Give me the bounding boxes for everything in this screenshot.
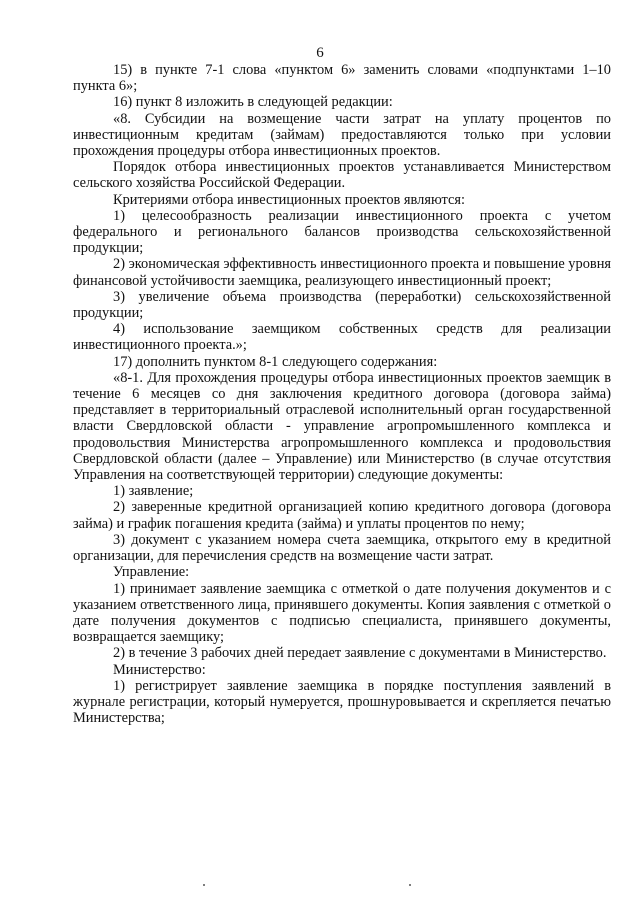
scan-speck [409, 884, 411, 886]
administration-item-1: 1) принимает заявление заемщика с отметкой о дате получения документов и с указанием ответственного лица, принявшего документы. Копия заявления с отметкой о дате получения документов с подписью специалиста, принявшего документы, возвращается заемщику; [73, 580, 611, 646]
documents-item-3: 3) документ с указанием номера счета заемщика, открытого ему в кредитной организации, для перечисления средств на возмещение части затрат. [73, 531, 611, 565]
ministry-heading: Министерство: [113, 661, 206, 678]
administration-item-2: 2) в течение 3 рабочих дней передает заявление с документами в Министерство. [113, 645, 607, 662]
documents-item-1: 1) заявление; [113, 483, 194, 500]
document-body [73, 62, 611, 726]
ministry-item-1: 1) регистрирует заявление заемщика в порядке поступления заявлений в журнале регистрации, который нумеруется, прошнуровывается и скрепляется печатью Министерства; [73, 677, 611, 727]
paragraph-16: 16) пункт 8 изложить в следующей редакции: [113, 94, 393, 111]
criteria-item-2: 2) экономическая эффективность инвестиционного проекта и повышение уровня финансовой устойчивости заемщика, реализующего инвестиционный проект; [73, 256, 612, 289]
paragraph-8-subsidies: «8. Субсидии на возмещение части затрат на уплату процентов по инвестиционным кредитам (займам) предоставляются только при условии прохождения процедуры отбора инвестиционных проектов. [73, 110, 611, 160]
paragraph-8-1: «8-1. Для прохождения процедуры отбора инвестиционных проектов заемщик в течение 6 месяцев со дня заключения кредитного договора (договора займа) представляет в территориальный отраслевой исполнительный орган государственной власти Свердловской области - управление агропромышленного комплекса и продовольствия Министерства агропромышленного комплекса и продовольствия Свердловской области (далее – Управление) или Министерство (в случае отсутствия Управления на соответствующей территории) следующие документы: [73, 369, 611, 484]
criteria-item-3: 3) увеличение объема производства (переработки) сельскохозяйственной продукции; [73, 288, 611, 322]
paragraph-15: 15) в пункте 7-1 слова «пунктом 6» заменить словами «подпунктами 1–10 пункта 6»; [73, 62, 611, 95]
scan-speck [203, 884, 205, 886]
paragraph-criteria-intro: Критериями отбора инвестиционных проектов являются: [113, 191, 465, 208]
page-number: 6 [316, 45, 324, 61]
criteria-item-1: 1) целесообразность реализации инвестиционного проекта с учетом федерального и регионального балансов производства сельскохозяйственной продукции; [73, 207, 611, 257]
paragraph-selection-procedure: Порядок отбора инвестиционных проектов устанавливается Министерством сельского хозяйства Российской Федерации. [73, 159, 611, 192]
criteria-item-4: 4) использование заемщиком собственных средств для реализации инвестиционного проекта.»; [73, 321, 611, 354]
documents-item-2: 2) заверенные кредитной организацией копию кредитного договора (договора займа) и график погашения кредита (займа) и уплаты процентов по нему; [73, 499, 611, 532]
paragraph-17: 17) дополнить пунктом 8-1 следующего содержания: [113, 353, 438, 370]
administration-heading: Управление: [113, 564, 190, 581]
